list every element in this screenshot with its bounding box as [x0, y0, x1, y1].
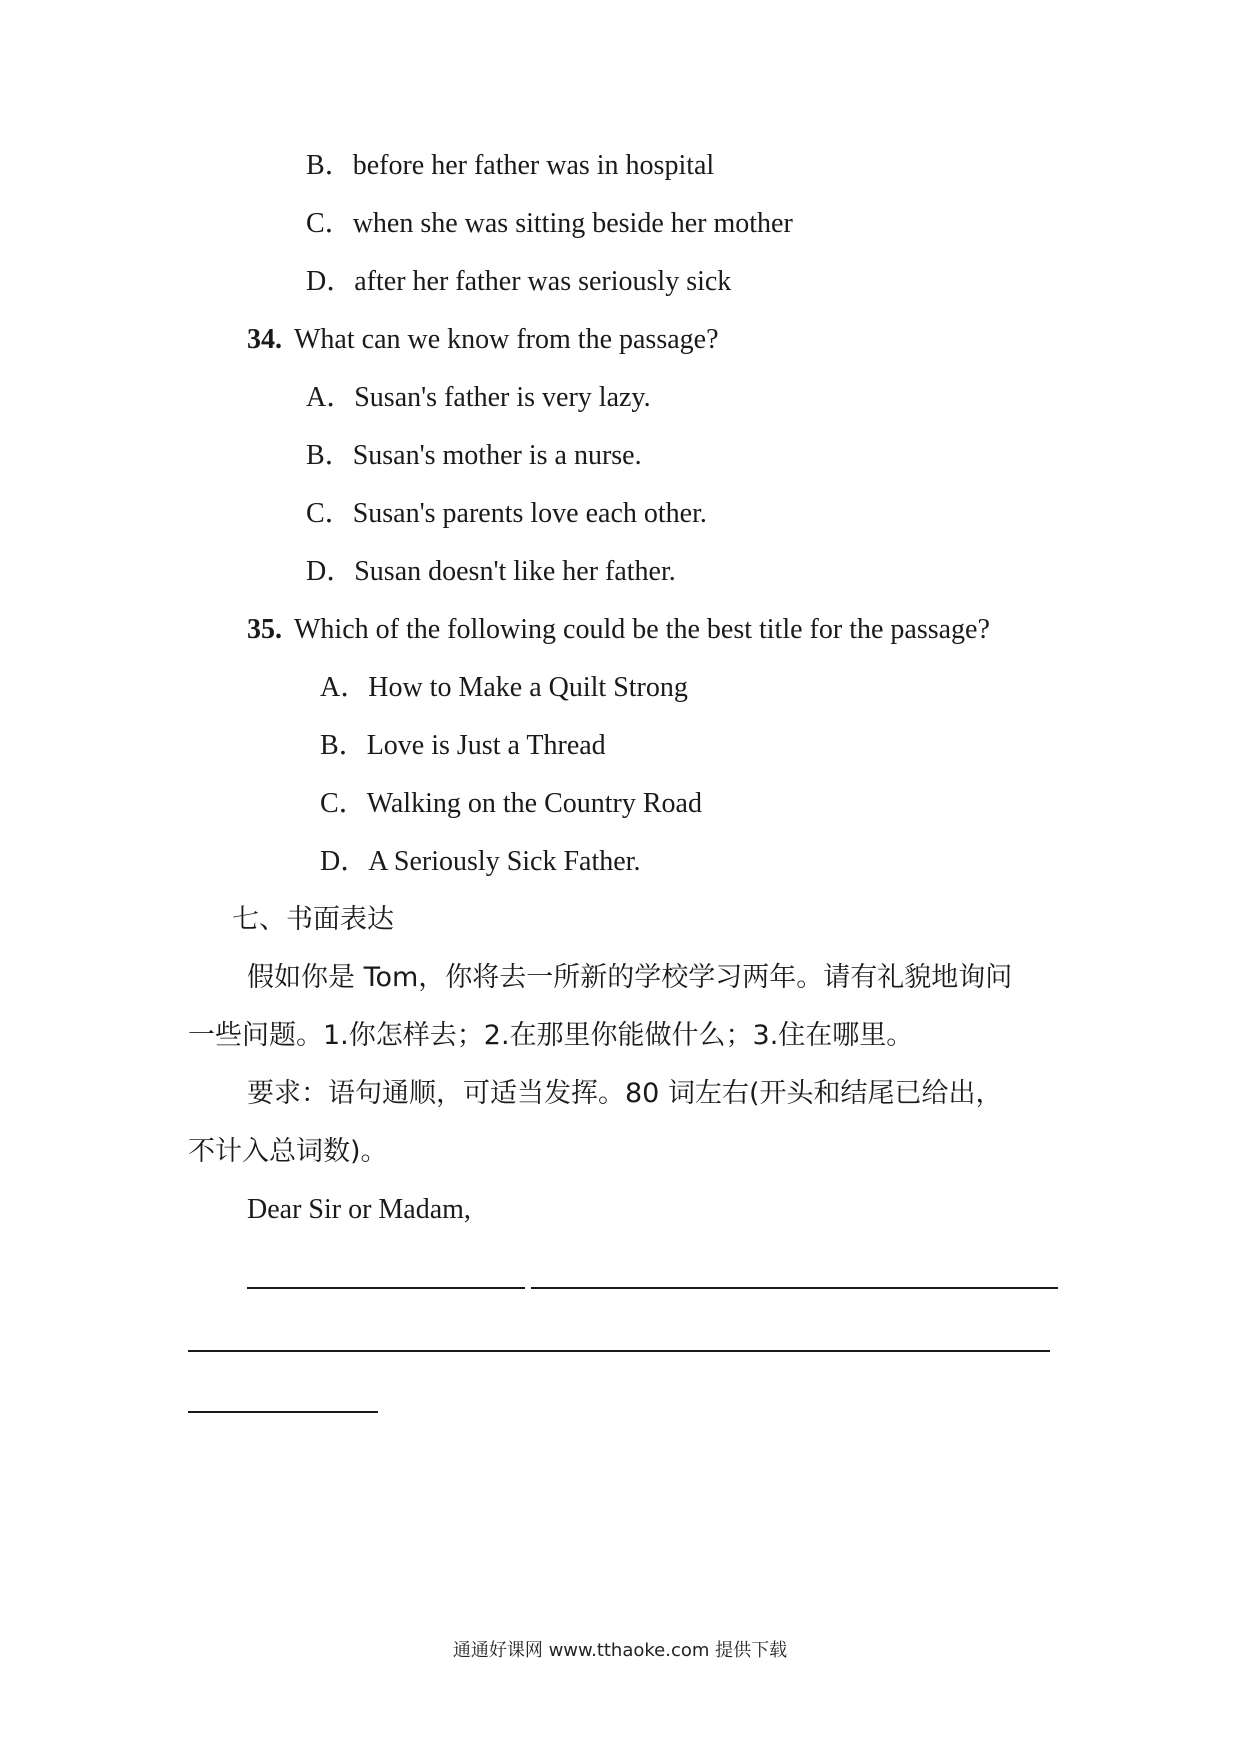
- section-heading: 七、书面表达: [232, 904, 394, 935]
- writing-requirement-line-2: 不计入总词数)。: [188, 1136, 388, 1167]
- option-letter: D．: [306, 266, 355, 297]
- option-letter: C．: [306, 208, 353, 239]
- q34-option-c: [306, 496, 707, 532]
- option-text: Susan's father is very lazy.: [354, 382, 651, 413]
- answer-line[interactable]: [188, 1411, 378, 1413]
- q35-option-d: [320, 844, 640, 880]
- question-text: Which of the following could be the best title for the passage?: [294, 614, 990, 645]
- option-letter: A．: [306, 382, 355, 413]
- answer-line[interactable]: [188, 1350, 1050, 1352]
- option-letter: A．: [320, 672, 369, 703]
- q34-question: [247, 322, 719, 358]
- q33-option-d: [306, 264, 731, 300]
- q33-option-c: [306, 206, 793, 242]
- option-text: Walking on the Country Road: [366, 788, 702, 819]
- option-text: Love is Just a Thread: [366, 730, 606, 761]
- question-text: What can we know from the passage?: [294, 324, 719, 355]
- q35-option-b: [320, 728, 606, 764]
- writing-requirement-line-1: 要求：语句通顺，可适当发挥。80 词左右(开头和结尾已给出，: [247, 1078, 1003, 1109]
- q35-option-c: [320, 786, 702, 822]
- option-letter: C．: [320, 788, 367, 819]
- option-letter: C．: [306, 498, 353, 529]
- option-letter: B．: [306, 440, 353, 471]
- letter-salutation: Dear Sir or Madam,: [247, 1194, 471, 1225]
- option-letter: B．: [320, 730, 367, 761]
- option-letter: D．: [306, 556, 355, 587]
- answer-line[interactable]: [247, 1287, 525, 1289]
- q35-option-a: [320, 670, 688, 706]
- writing-prompt-line-2: 一些问题。1.你怎样去；2.在那里你能做什么；3.住在哪里。: [188, 1020, 914, 1051]
- option-text: after her father was seriously sick: [354, 266, 732, 297]
- question-number: 34.: [247, 324, 282, 355]
- option-text: Susan's parents love each other.: [352, 498, 707, 529]
- option-text: Susan doesn't like her father.: [354, 556, 676, 587]
- page-footer: 通通好课网 www.tthaoke.com 提供下载: [452, 1640, 788, 1661]
- option-letter: B．: [306, 150, 353, 181]
- writing-prompt-line-1: 假如你是 Tom，你将去一所新的学校学习两年。请有礼貌地询问: [247, 962, 1013, 993]
- answer-line[interactable]: [531, 1287, 1058, 1289]
- option-letter: D．: [320, 846, 369, 877]
- q34-option-a: [306, 380, 651, 416]
- q34-option-d: [306, 554, 676, 590]
- q33-option-b: [306, 148, 714, 184]
- q35-question: [247, 612, 990, 648]
- question-number: 35.: [247, 614, 282, 645]
- q34-option-b: [306, 438, 642, 474]
- option-text: How to Make a Quilt Strong: [368, 672, 688, 703]
- option-text: Susan's mother is a nurse.: [352, 440, 642, 471]
- option-text: A Seriously Sick Father.: [368, 846, 641, 877]
- option-text: before her father was in hospital: [352, 150, 715, 181]
- option-text: when she was sitting beside her mother: [352, 208, 793, 239]
